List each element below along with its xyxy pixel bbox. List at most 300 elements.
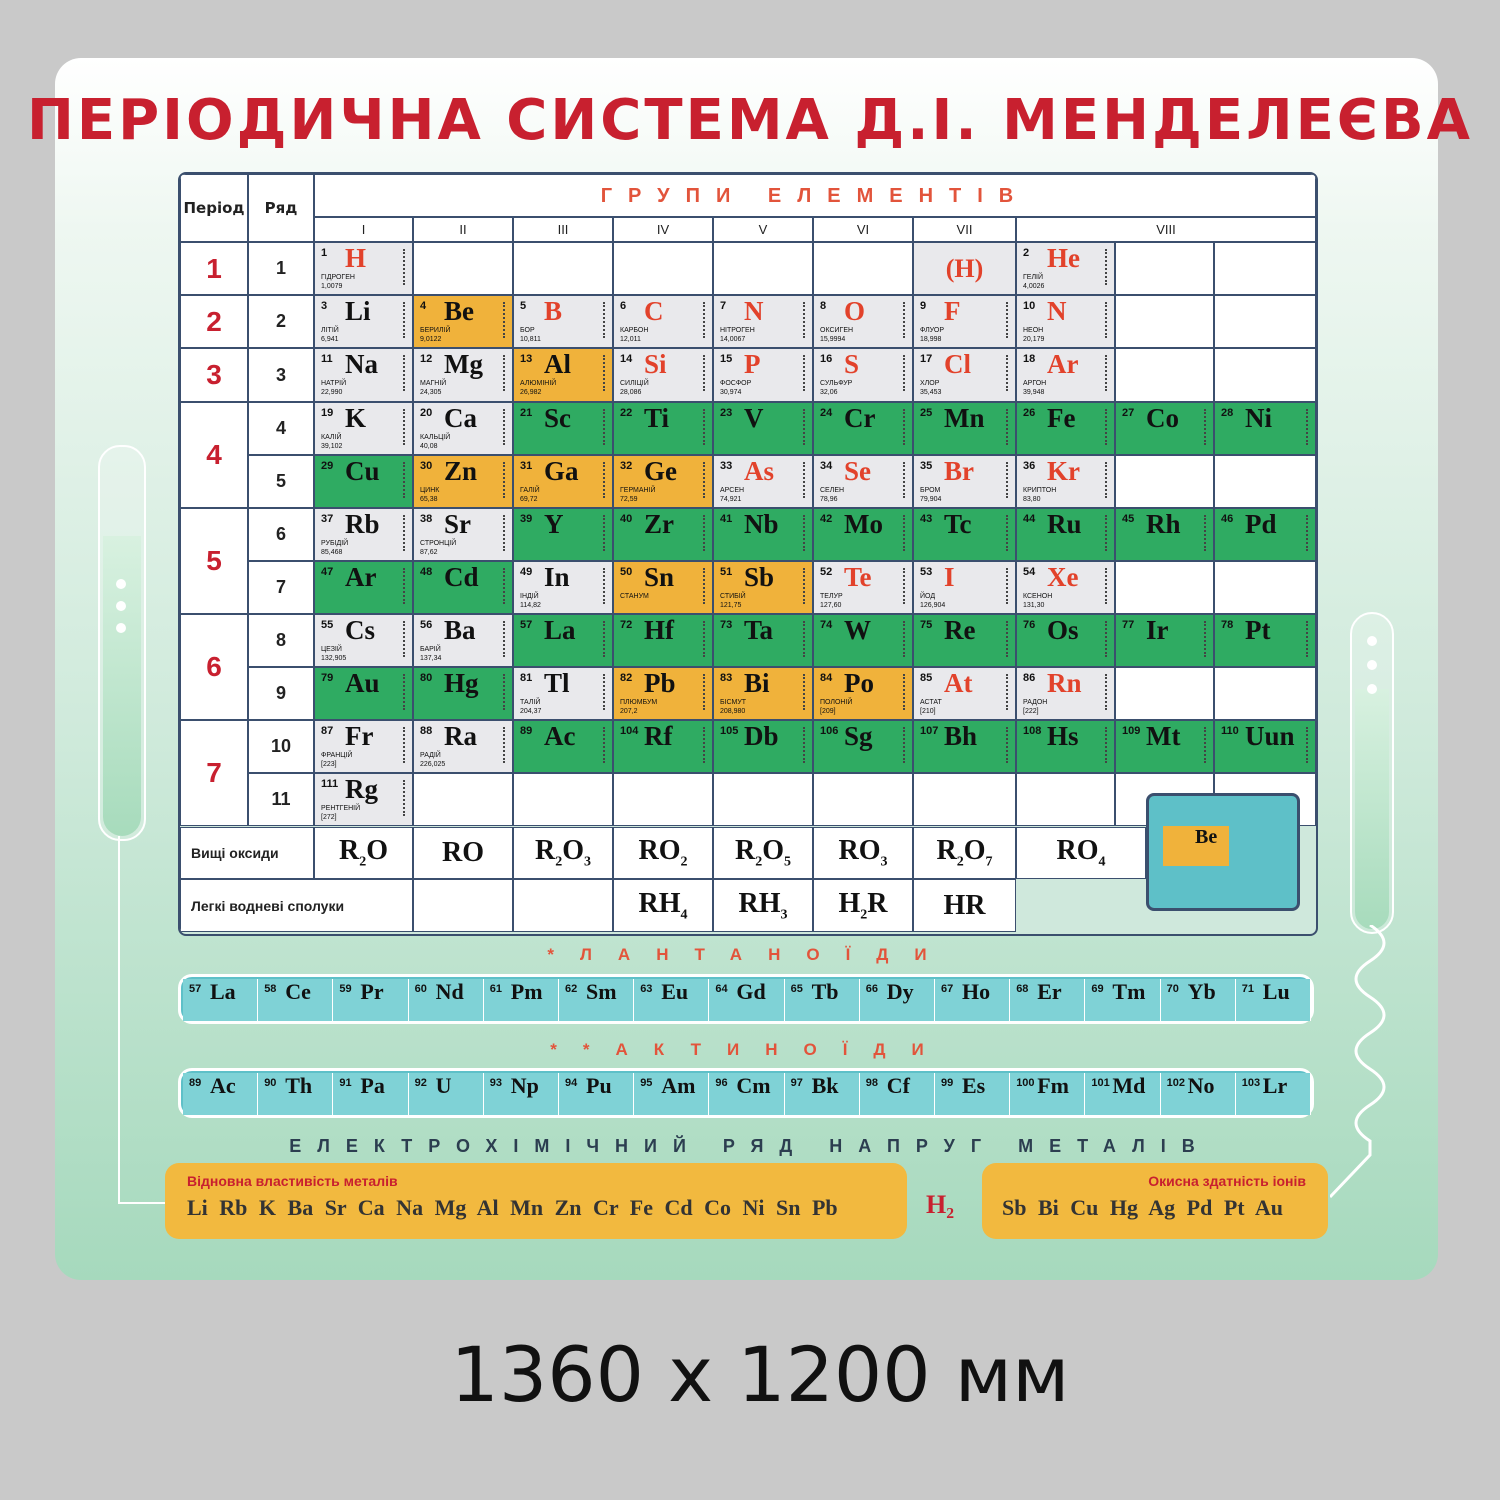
element-name: НЕОН: [1023, 327, 1044, 334]
element-n: [1016, 295, 1115, 348]
element-h: [314, 242, 413, 295]
atomic-number: 76: [1023, 619, 1036, 631]
element-symbol: Th: [285, 1073, 313, 1098]
f-element-gd: [709, 979, 784, 1021]
atomic-mass: 207,2: [620, 708, 638, 715]
element-symbol: Lr: [1262, 1073, 1288, 1098]
element-symbol: Sb: [744, 562, 775, 592]
atomic-mass: 126,904: [920, 602, 946, 609]
element-o: [813, 295, 913, 348]
element-symbol: Sm: [586, 979, 617, 1004]
atomic-number: 42: [820, 513, 833, 525]
electron-shell-dots: [703, 621, 708, 657]
element-name: СУЛЬФУР: [820, 380, 853, 387]
atomic-number: 98: [865, 1077, 879, 1089]
element-ge: [613, 455, 713, 508]
f-element-tm: [1085, 979, 1160, 1021]
row-number: 10: [248, 720, 314, 773]
atomic-number: 72: [620, 619, 633, 631]
atomic-mass: 4,0026: [1023, 283, 1045, 290]
atomic-number: 36: [1023, 460, 1036, 472]
element-rg: [314, 773, 413, 826]
atomic-number: 110: [1221, 725, 1239, 737]
element-ca: [413, 402, 513, 455]
element-hf: [613, 614, 713, 667]
electron-shell-dots: [803, 355, 808, 391]
atomic-number: 102: [1166, 1077, 1185, 1089]
element-name: ЙОД: [920, 593, 936, 600]
hydrogen-placeholder: (H): [913, 242, 1016, 295]
electron-shell-dots: [1105, 621, 1110, 657]
electron-shell-dots: [1006, 674, 1011, 710]
electron-shell-dots: [403, 568, 408, 604]
atomic-number: 11: [321, 353, 333, 365]
element-ba: [413, 614, 513, 667]
atomic-number: 103: [1241, 1077, 1261, 1089]
atomic-mass: 69,72: [520, 496, 538, 503]
element-name: КРИПТОН: [1023, 487, 1057, 494]
element-nb: [713, 508, 813, 561]
electron-shell-dots: [903, 462, 908, 498]
atomic-number: 50: [620, 566, 633, 578]
element-symbol: Md: [1112, 1073, 1146, 1098]
element-name: ПЛЮМБУМ: [620, 699, 658, 706]
electron-shell-dots: [1204, 515, 1209, 551]
atomic-number: 59: [339, 983, 352, 995]
atomic-mass: 137,34: [420, 655, 442, 662]
atomic-number: 33: [720, 460, 733, 472]
atomic-number: 47: [321, 566, 334, 578]
f-element-eu: [634, 979, 709, 1021]
period-number: 3: [180, 348, 248, 402]
element-symbol: He: [1047, 243, 1080, 273]
actinides-strip: [178, 1068, 1314, 1118]
atomic-number: 105: [720, 725, 739, 737]
element-he: [1016, 242, 1115, 295]
atomic-number: 65: [790, 983, 803, 995]
actinides-title: **АКТИНОЇДИ: [550, 1040, 950, 1059]
f-element-es: [935, 1073, 1010, 1115]
element-symbol: Tc: [944, 509, 972, 539]
electron-shell-dots: [803, 621, 808, 657]
element-symbol: Hg: [444, 668, 479, 698]
hydrides-label: Легкі водневі сполуки: [180, 879, 413, 932]
electron-shell-dots: [603, 462, 608, 498]
oxidizing-ions-list: Sb Bi Cu Hg Ag Pd Pt Au: [1002, 1195, 1284, 1220]
element-name: АРГОН: [1023, 380, 1047, 387]
element-symbol: Rf: [644, 721, 673, 751]
electron-shell-dots: [603, 568, 608, 604]
element-symbol: Db: [744, 721, 779, 751]
electron-shell-dots: [903, 621, 908, 657]
electron-shell-dots: [703, 409, 708, 445]
atomic-number: 87: [321, 725, 334, 737]
oxides-label: Вищі оксиди: [180, 827, 314, 879]
atomic-mass: 72,59: [620, 496, 638, 503]
atomic-number: 91: [339, 1077, 352, 1089]
element-symbol: N: [744, 296, 764, 326]
atomic-number: 111: [321, 778, 339, 790]
higher-oxide-formula: $RO_2$: [613, 827, 713, 879]
electron-shell-dots: [403, 727, 408, 763]
element-name: АРСЕН: [720, 487, 745, 494]
element-symbol: Uun: [1245, 721, 1295, 751]
legend-symbol: Be: [1163, 826, 1229, 866]
element-sc: [513, 402, 613, 455]
atomic-mass: 83,80: [1023, 496, 1041, 503]
element-name: ФОСФОР: [720, 380, 752, 387]
element-symbol: In: [544, 562, 570, 592]
element-name: КАРБОН: [620, 327, 649, 334]
atomic-number: 29: [321, 460, 334, 472]
element-name: ФЛУОР: [920, 327, 945, 334]
period-number: 2: [180, 295, 248, 348]
element-sn: [613, 561, 713, 614]
atomic-number: 35: [920, 460, 933, 472]
electron-shell-dots: [603, 355, 608, 391]
atomic-mass: [209]: [820, 708, 836, 715]
element-mo: [813, 508, 913, 561]
electron-shell-dots: [1105, 409, 1110, 445]
f-element-md: [1085, 1073, 1160, 1115]
atomic-number: 16: [820, 353, 833, 365]
electron-shell-dots: [403, 302, 408, 338]
atomic-number: 80: [420, 672, 433, 684]
element-co: [1115, 402, 1214, 455]
element-name: ЦЕЗІЙ: [321, 646, 342, 653]
atomic-mass: 26,982: [520, 389, 542, 396]
element-symbol: Es: [962, 1073, 986, 1098]
element-name: ЛІТІЙ: [321, 327, 339, 334]
atomic-number: 85: [920, 672, 933, 684]
element-symbol: Gd: [736, 979, 766, 1004]
element-symbol: Rn: [1047, 668, 1082, 698]
element-symbol: Kr: [1047, 456, 1080, 486]
row-number: 5: [248, 455, 314, 508]
element-symbol: Y: [544, 509, 564, 539]
element-symbol: Cu: [345, 456, 380, 486]
element-cs: [314, 614, 413, 667]
atomic-number: 107: [920, 725, 939, 737]
atomic-number: 83: [720, 672, 733, 684]
element-symbol: Ac: [544, 721, 576, 751]
element-pd: [1214, 508, 1316, 561]
element-symbol: Cd: [444, 562, 479, 592]
element-symbol: Pd: [1245, 509, 1277, 539]
element-symbol: Eu: [661, 979, 689, 1004]
atomic-mass: 22,990: [321, 389, 343, 396]
electron-shell-dots: [903, 674, 908, 710]
electron-shell-dots: [503, 355, 508, 391]
element-sb: [713, 561, 813, 614]
atomic-mass: 1,0079: [321, 283, 343, 290]
atomic-number: 10: [1023, 300, 1036, 312]
atomic-number: 21: [520, 407, 533, 419]
element-symbol: Fe: [1047, 403, 1076, 433]
f-element-th: [258, 1073, 333, 1115]
element-at: [913, 667, 1016, 720]
electron-shell-dots: [403, 515, 408, 551]
element-ru: [1016, 508, 1115, 561]
element-name: ХЛОР: [920, 380, 940, 387]
lanthanides-title: *ЛАНТАНОЇДИ: [547, 945, 953, 964]
atomic-number: 38: [420, 513, 433, 525]
electron-shell-dots: [803, 409, 808, 445]
element-symbol: Mg: [444, 349, 483, 379]
element-s: [813, 348, 913, 402]
element-ar: [1016, 348, 1115, 402]
atomic-number: 26: [1023, 407, 1036, 419]
element-symbol: Tm: [1112, 979, 1146, 1004]
right-test-tube: [1350, 612, 1394, 934]
element-symbol: Au: [345, 668, 380, 698]
element-name: РАДІЙ: [420, 752, 441, 759]
electron-shell-dots: [403, 621, 408, 657]
electron-shell-dots: [403, 409, 408, 445]
atomic-number: 84: [820, 672, 833, 684]
empty-cell: [1214, 561, 1316, 614]
empty-cell: [413, 773, 513, 826]
electron-shell-dots: [703, 515, 708, 551]
element-symbol: Li: [345, 296, 371, 326]
higher-oxide-formula: RO: [413, 827, 513, 879]
electron-shell-dots: [1006, 515, 1011, 551]
electron-shell-dots: [803, 674, 808, 710]
atomic-mass: 226,025: [420, 761, 446, 768]
atomic-number: 92: [414, 1077, 427, 1089]
element-name: НАТРІЙ: [321, 380, 347, 387]
period-number: 6: [180, 614, 248, 720]
f-element-lr: [1236, 1073, 1311, 1115]
element-cl: [913, 348, 1016, 402]
empty-cell: [1214, 348, 1316, 402]
element-symbol: At: [944, 668, 973, 698]
electron-shell-dots: [503, 409, 508, 445]
electrochemical-series-title: ЕЛЕКТРОХІМІЧНИЙ РЯД НАПРУГ МЕТАЛІВ: [289, 1136, 1211, 1156]
atomic-number: 60: [414, 983, 427, 995]
element-symbol: Se: [844, 456, 871, 486]
f-element-yb: [1161, 979, 1236, 1021]
element-symbol: N: [1047, 296, 1067, 326]
element-name: РЕНТГЕНІЙ: [321, 805, 361, 812]
electron-shell-dots: [603, 621, 608, 657]
higher-oxide-formula: $R_2O_7$: [913, 827, 1016, 879]
row-number: 7: [248, 561, 314, 614]
element-name: ОКСИГЕН: [820, 327, 854, 334]
atomic-number: 109: [1122, 725, 1141, 737]
atomic-number: 31: [520, 460, 533, 472]
element-symbol: Ir: [1146, 615, 1169, 645]
element-symbol: Sr: [444, 509, 471, 539]
element-symbol: Hs: [1047, 721, 1079, 751]
element-zn: [413, 455, 513, 508]
electron-shell-dots: [403, 674, 408, 710]
empty-cell: [613, 242, 713, 295]
electron-shell-dots: [1105, 727, 1110, 763]
empty-cell: [713, 242, 813, 295]
atomic-number: 14: [620, 353, 633, 365]
element-symbol: Fr: [345, 721, 374, 751]
electron-shell-dots: [1105, 249, 1110, 285]
atomic-mass: 12,011: [620, 336, 641, 343]
atomic-number: 74: [820, 619, 833, 631]
electron-shell-dots: [1105, 302, 1110, 338]
element-name: СИЛІЦІЙ: [620, 380, 649, 387]
f-element-tb: [785, 979, 860, 1021]
element-symbol: Ac: [210, 1073, 236, 1098]
element-name: ЦИНК: [420, 487, 440, 494]
electron-shell-dots: [503, 462, 508, 498]
electron-shell-dots: [403, 355, 408, 391]
atomic-number: 45: [1122, 513, 1135, 525]
element-symbol: Ni: [1245, 403, 1272, 433]
electron-shell-dots: [1006, 462, 1011, 498]
electron-shell-dots: [703, 462, 708, 498]
element-symbol: Rg: [345, 774, 378, 804]
electron-shell-dots: [403, 462, 408, 498]
atomic-number: 34: [820, 460, 833, 472]
element-y: [513, 508, 613, 561]
element-symbol: S: [844, 349, 860, 379]
atomic-number: 56: [420, 619, 433, 631]
element-rb: [314, 508, 413, 561]
atomic-mass: 28,086: [620, 389, 642, 396]
electron-shell-dots: [703, 302, 708, 338]
element-n: [713, 295, 813, 348]
atomic-mass: 127,60: [820, 602, 842, 609]
electron-shell-dots: [1204, 409, 1209, 445]
reducing-caption: Відновна властивість металів: [187, 1173, 398, 1189]
element-pt: [1214, 614, 1316, 667]
electron-shell-dots: [1105, 462, 1110, 498]
element-ni: [1214, 402, 1316, 455]
electron-shell-dots: [1105, 515, 1110, 551]
row-number: 4: [248, 402, 314, 455]
element-symbol: La: [210, 979, 236, 1004]
atomic-number: 77: [1122, 619, 1135, 631]
atomic-number: 61: [489, 983, 503, 995]
atomic-mass: 35,453: [920, 389, 942, 396]
electron-shell-dots: [903, 355, 908, 391]
period-number: 4: [180, 402, 248, 508]
f-element-la: [183, 979, 258, 1021]
element-symbol: Si: [644, 349, 667, 379]
element-symbol: Cs: [345, 615, 376, 645]
element-symbol: Po: [844, 668, 874, 698]
empty-cell: [513, 773, 613, 826]
row-number: 11: [248, 773, 314, 826]
electron-shell-dots: [603, 409, 608, 445]
atomic-number: 53: [920, 566, 933, 578]
atomic-number: 67: [941, 983, 954, 995]
atomic-number: 12: [420, 353, 433, 365]
electron-shell-dots: [1006, 621, 1011, 657]
element-symbol: Zn: [444, 456, 478, 486]
atomic-mass: 65,38: [420, 496, 438, 503]
electron-shell-dots: [1006, 355, 1011, 391]
atomic-number: 13: [520, 353, 533, 365]
element-in: [513, 561, 613, 614]
element-pb: [613, 667, 713, 720]
f-element-pu: [559, 1073, 634, 1115]
atomic-number: 3: [321, 300, 328, 312]
empty-cell: [1214, 295, 1316, 348]
higher-oxide-formula: $R_2O_5$: [713, 827, 813, 879]
element-au: [314, 667, 413, 720]
electron-shell-dots: [1006, 302, 1011, 338]
element-ac: [513, 720, 613, 773]
atomic-number: 5: [520, 300, 527, 312]
atomic-number: 22: [620, 407, 633, 419]
element-symbol: Pu: [586, 1073, 612, 1098]
atomic-mass: 79,904: [920, 496, 942, 503]
element-symbol: Sc: [544, 403, 571, 433]
left-test-tube: [98, 445, 146, 841]
element-symbol: K: [345, 403, 367, 433]
atomic-number: 24: [820, 407, 833, 419]
element-symbol: Be: [444, 296, 474, 326]
electron-shell-dots: [1306, 409, 1311, 445]
element-symbol: Am: [661, 1073, 696, 1098]
element-db: [713, 720, 813, 773]
element-ga: [513, 455, 613, 508]
atomic-number: 57: [520, 619, 533, 631]
element-symbol: Os: [1047, 615, 1079, 645]
electron-shell-dots: [503, 568, 508, 604]
hydride-formula: $H_2R$: [813, 879, 913, 932]
atomic-number: 37: [321, 513, 334, 525]
atomic-number: 71: [1241, 983, 1255, 995]
atomic-mass: 15,9994: [820, 336, 846, 343]
element-name: АЛЮМІНІЙ: [520, 380, 557, 387]
atomic-mass: 32,06: [820, 389, 838, 396]
f-element-nd: [409, 979, 484, 1021]
electron-shell-dots: [803, 462, 808, 498]
atomic-mass: 6,941: [321, 336, 339, 343]
element-symbol: Ce: [285, 979, 311, 1004]
empty-cell: [1214, 667, 1316, 720]
electron-shell-dots: [1204, 727, 1209, 763]
atomic-number: 18: [1023, 353, 1036, 365]
atomic-mass: [272]: [321, 814, 337, 821]
electron-shell-dots: [703, 727, 708, 763]
element-name: КАЛІЙ: [321, 434, 342, 441]
row-number: 3: [248, 348, 314, 402]
period-number: 1: [180, 242, 248, 295]
element-symbol: Pb: [644, 668, 676, 698]
atomic-mass: 18,998: [920, 336, 942, 343]
group-numeral: IV: [613, 217, 713, 242]
element-symbol: W: [844, 615, 871, 645]
atomic-mass: 10,811: [520, 336, 541, 343]
element-re: [913, 614, 1016, 667]
electron-shell-dots: [503, 727, 508, 763]
element-symbol: Cm: [736, 1073, 771, 1098]
element-si: [613, 348, 713, 402]
f-element-ho: [935, 979, 1010, 1021]
atomic-number: 23: [720, 407, 733, 419]
element-symbol: Dy: [886, 979, 914, 1004]
element-name: ТАЛІЙ: [520, 699, 541, 706]
element-symbol: As: [744, 456, 775, 486]
atomic-mass: 87,62: [420, 549, 438, 556]
atomic-number: 106: [820, 725, 839, 737]
atomic-number: 30: [420, 460, 433, 472]
atomic-number: 100: [1016, 1077, 1035, 1089]
period-number: 5: [180, 508, 248, 614]
atomic-number: 75: [920, 619, 933, 631]
reducing-metals-list: Li Rb K Ba Sr Ca Na Mg Al Mn Zn Cr Fe Cd Co Ni Sn Pb: [187, 1195, 838, 1220]
